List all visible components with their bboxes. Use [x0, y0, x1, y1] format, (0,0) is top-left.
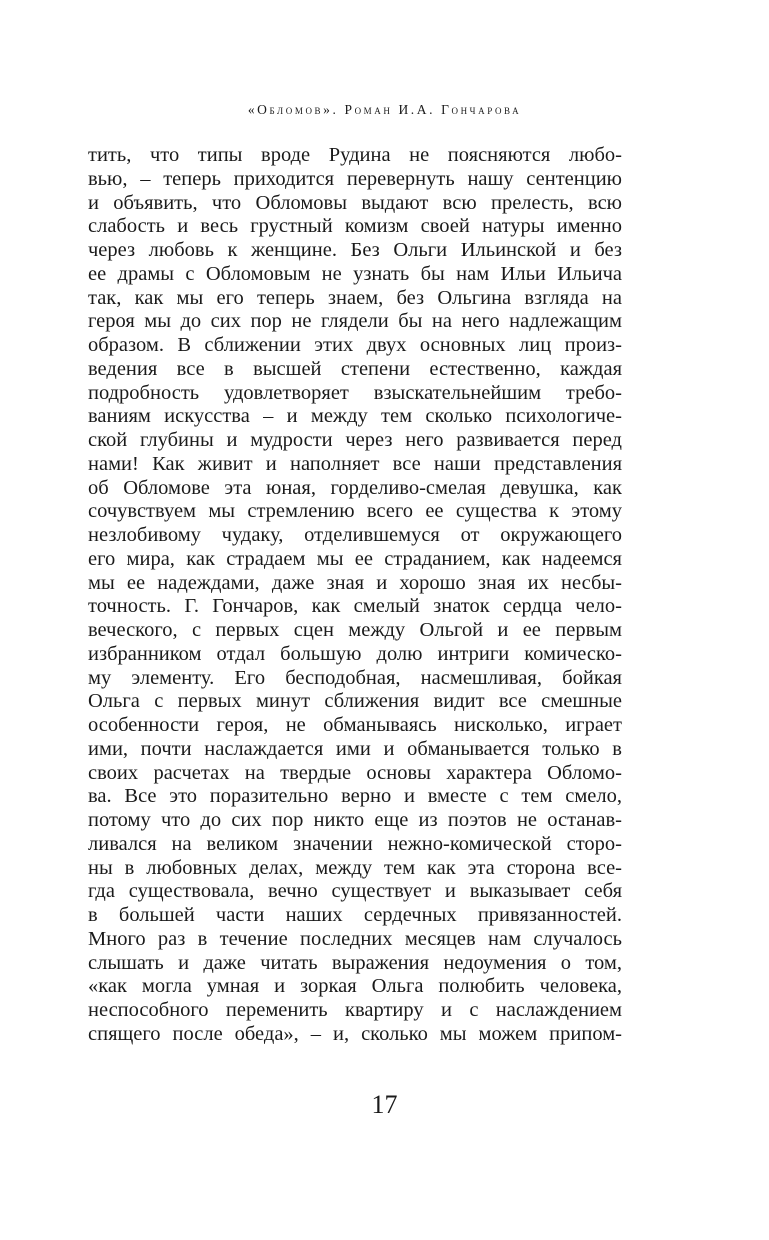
text-line: потому что до сих пор никто еще из поэтов не останав- [88, 809, 622, 831]
text-line: избранником отдал большую долю интриги комическо- [88, 642, 622, 665]
text-line: слышать и даже читать выражения недоумения о том, [88, 951, 622, 974]
text-line: подробность удовлетворяет взыскательнейшим требо- [88, 381, 622, 404]
text-line: веческого, с первых сцен между Ольгой и ее первым [88, 619, 622, 641]
text-line: образом. В сближении этих двух основных лиц произ- [88, 334, 622, 356]
text-line: «как могла умная и зоркая Ольга полюбить человека, [88, 975, 622, 998]
running-head: «Обломов». Роман И.А. Гончарова [247, 102, 522, 117]
text-line: сочувствуем мы стремлению всего ее существа к этому [88, 500, 622, 523]
text-line: героя мы до сих пор не глядели бы на него надлежащим [88, 310, 622, 333]
text-line: неспособного переменить квартиру и с наслаждением [88, 999, 622, 1021]
text-line: своих расчетах на твердые основы характера Обломо- [88, 761, 622, 784]
text-line: вью, – теперь приходится перевернуть нашу сентенцию [88, 167, 622, 190]
text-line: мы ее надеждами, даже зная и хорошо зная их несбы- [88, 571, 622, 594]
text-line: ее драмы с Обломовым не узнать бы нам Ильи Ильича [88, 262, 622, 285]
text-line: Много раз в течение последних месяцев нам случалось [88, 927, 622, 950]
text-line: тить, что типы вроде Рудина не поясняются любо- [88, 144, 622, 166]
text-line: слабость и весь грустный комизм своей натуры именно [88, 215, 622, 238]
text-line: и объявить, что Обломовы выдают всю прелесть, всю [88, 191, 622, 214]
text-line: через любовь к женщине. Без Ольги Ильинской и без [88, 239, 622, 261]
text-line: незлобивому чудаку, отделившемуся от окружающего [88, 524, 622, 546]
text-line: ны в любовных делах, между тем как эта сторона все- [88, 856, 622, 879]
text-line: ва. Все это поразительно верно и вместе с тем смело, [88, 785, 622, 808]
text-line: ливался на великом значении нежно-комической сторо- [88, 832, 622, 855]
text-line: спящего после обеда», – и, сколько мы можем припом- [88, 1022, 622, 1045]
text-line: его мира, как страдаем мы ее страданием, как надеемся [88, 547, 622, 570]
text-line: нами! Как живит и наполняет все наши представления [88, 452, 622, 475]
text-line: ской глубины и мудрости через него развивается перед [88, 429, 622, 451]
text-line: точность. Г. Гончаров, как смелый знаток сердца чело- [88, 595, 622, 618]
text-line: гда существовала, вечно существует и выказывает себя [88, 880, 622, 903]
text-line: му элементу. Его бесподобная, насмешливая, бойкая [88, 666, 622, 689]
body-text [88, 144, 622, 1047]
text-line: Ольга с первых минут сближения видит все смешные [88, 690, 622, 713]
page-number: 17 [371, 1090, 398, 1119]
text-line: так, как мы его теперь знаем, без Ольгина взгляда на [88, 286, 622, 309]
text-line: в большей части наших сердечных привязанностей. [88, 904, 622, 926]
text-line: особенности героя, не обманываясь нисколько, играет [88, 714, 622, 736]
text-line: ими, почти наслаждается ими и обманывается только в [88, 737, 622, 760]
text-line: ваниям искусства – и между тем сколько психологиче- [88, 405, 622, 428]
text-line: об Обломове эта юная, горделиво-смелая девушка, как [88, 476, 622, 499]
text-line: ведения все в высшей степени естественно, каждая [88, 357, 622, 380]
